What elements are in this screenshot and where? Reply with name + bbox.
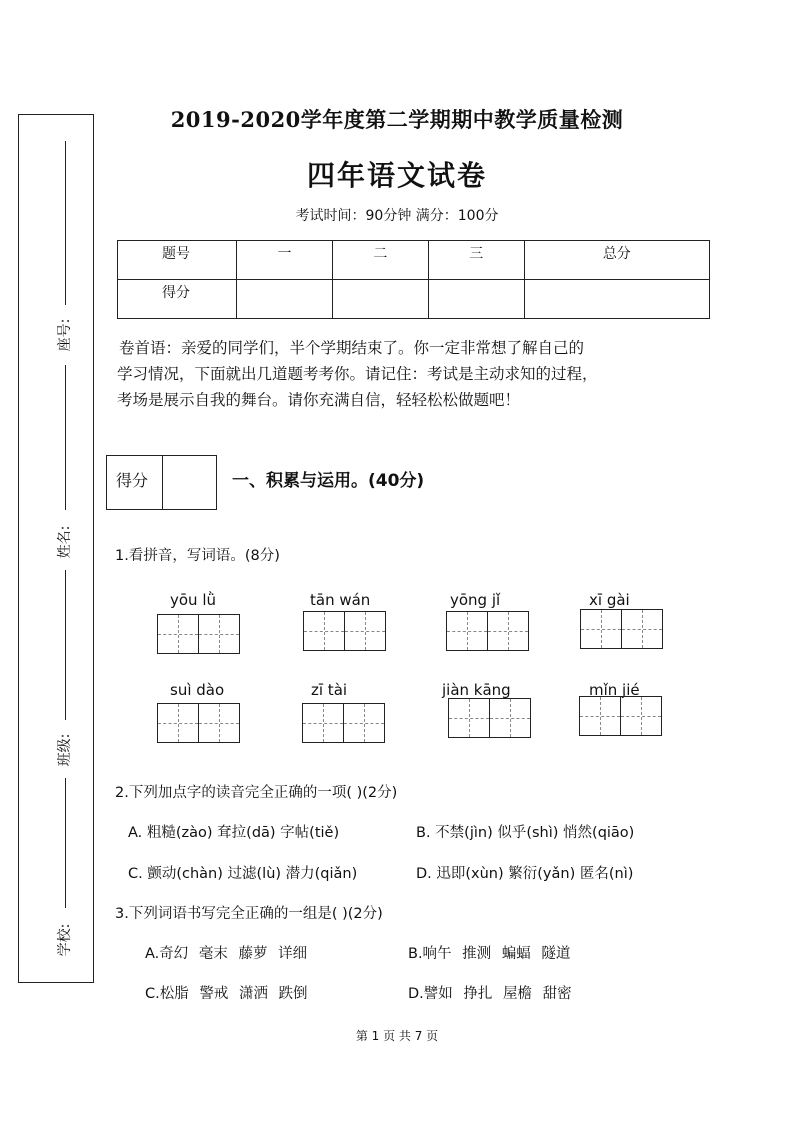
score-cell: 总分 xyxy=(524,241,709,280)
score-cell: 一 xyxy=(237,241,333,280)
score-table xyxy=(117,240,710,319)
name-label: 姓名: xyxy=(57,525,73,559)
school-label: 学校: xyxy=(57,923,73,957)
name-line-top xyxy=(65,365,66,510)
intro-line: 学习情况，下面就出几道题考考你。请记住：考试是主动求知的过程， xyxy=(117,365,598,383)
option-d: D.譬如 挣扎 屋檐 甜密 xyxy=(408,986,572,1002)
class-label: 班级: xyxy=(57,733,73,767)
writing-grid[interactable] xyxy=(302,703,385,743)
section-score-box xyxy=(106,455,217,510)
school-line-top xyxy=(65,778,66,908)
score-blank[interactable] xyxy=(524,280,709,319)
pinyin-label: yōu lǜ xyxy=(170,591,217,609)
score-table-score-row xyxy=(118,280,710,319)
pinyin-label: suì dào xyxy=(170,681,225,699)
class-line-top xyxy=(65,570,66,720)
score-row-label: 得分 xyxy=(118,280,237,319)
seat-label: 座号: xyxy=(57,318,73,352)
writing-grid[interactable] xyxy=(157,703,240,743)
question-2: 2.下列加点字的读音完全正确的一项( )(2分) xyxy=(115,785,398,801)
option-c: C. 颤动(chàn) 过滤(lù) 潜力(qiǎn) xyxy=(128,866,358,882)
pinyin-label: tān wán xyxy=(310,591,371,609)
exam-title: 2019-2020学年度第二学期期中教学质量检测 xyxy=(170,107,624,132)
score-blank[interactable] xyxy=(428,280,524,319)
pinyin-label: yōng jǐ xyxy=(450,591,501,609)
option-a: A.奇幻 毫末 藤萝 详细 xyxy=(145,946,308,962)
option-b: B.响午 推测 蝙蝠 隧道 xyxy=(408,946,571,962)
section-title: 一、积累与运用。(40分) xyxy=(232,471,425,491)
writing-grid[interactable] xyxy=(579,696,662,736)
option-c: C.松脂 警戒 潇洒 跌倒 xyxy=(145,986,308,1002)
score-cell: 题号 xyxy=(118,241,237,280)
intro-paragraph xyxy=(117,335,707,413)
intro-line: 考场是展示自我的舞台。请你充满自信，轻轻松松做题吧！ xyxy=(117,391,521,409)
score-cell: 三 xyxy=(428,241,524,280)
writing-grid[interactable] xyxy=(157,614,240,654)
binding-strip xyxy=(18,114,94,983)
paper-title: 四年语文试卷 xyxy=(306,159,487,192)
pinyin-label: xī gài xyxy=(589,591,630,609)
option-d: D. 迅即(xùn) 繁衍(yǎn) 匿名(nì) xyxy=(416,866,634,882)
pinyin-label: mǐn jié xyxy=(589,681,640,699)
score-table-header-row xyxy=(118,241,710,280)
score-blank[interactable] xyxy=(237,280,333,319)
section-score-divider xyxy=(162,456,163,509)
section-score-label: 得分 xyxy=(116,471,149,490)
score-blank[interactable] xyxy=(332,280,428,319)
intro-line: 卷首语：亲爱的同学们，半个学期结束了。你一定非常想了解自己的 xyxy=(119,339,585,357)
writing-grid[interactable] xyxy=(448,698,531,738)
writing-grid[interactable] xyxy=(580,609,663,649)
option-b: B. 不禁(jìn) 似乎(shì) 悄然(qiāo) xyxy=(416,825,635,841)
pinyin-label: zī tài xyxy=(311,681,348,699)
question-3: 3.下列词语书写完全正确的一组是( )(2分) xyxy=(115,906,383,922)
page-footer: 第 1 页 共 7 页 xyxy=(355,1029,439,1043)
score-cell: 二 xyxy=(332,241,428,280)
writing-grid[interactable] xyxy=(303,611,386,651)
option-a: A. 粗糙(zào) 耷拉(dā) 字帖(tiě) xyxy=(128,825,340,841)
writing-grid[interactable] xyxy=(446,611,529,651)
exam-info: 考试时间：90分钟 满分：100分 xyxy=(295,208,499,224)
question-1: 1.看拼音，写词语。(8分) xyxy=(115,548,280,564)
pinyin-label: jiàn kāng xyxy=(442,681,511,699)
